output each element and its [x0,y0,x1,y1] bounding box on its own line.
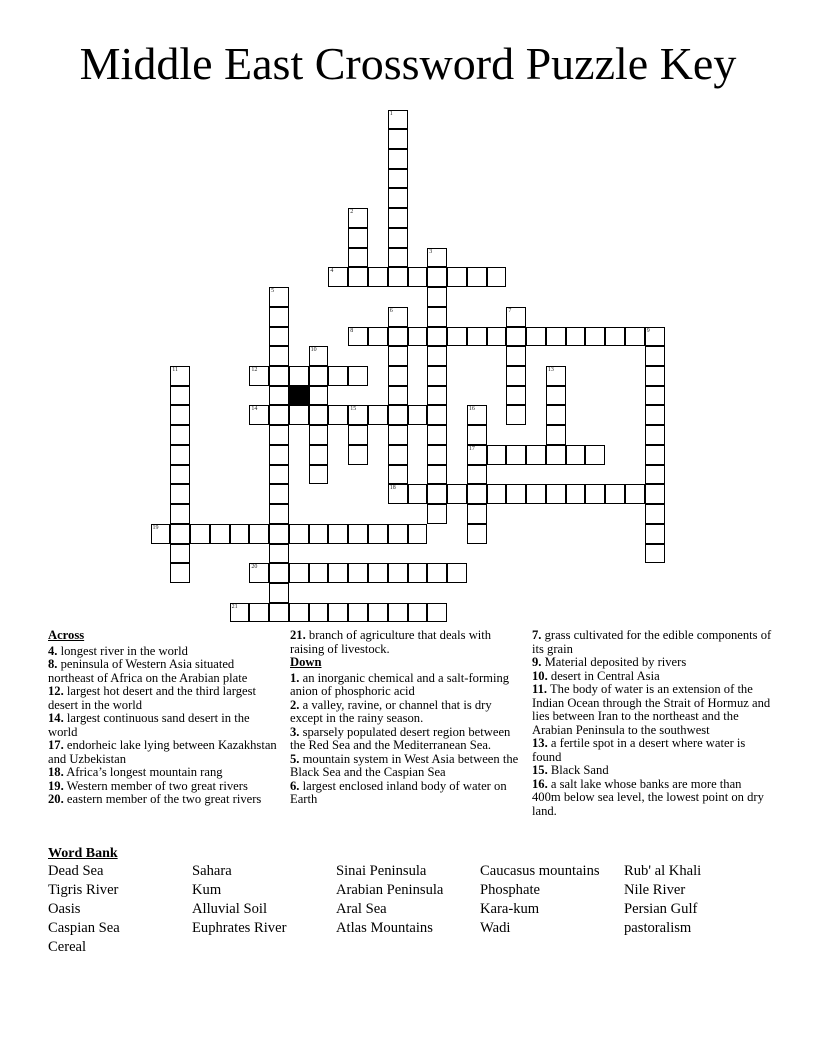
grid-cell[interactable] [328,405,348,425]
clues-column-1 [48,629,280,807]
clue-number: 1 [389,110,393,117]
grid-cell[interactable] [269,307,289,327]
grid-cell[interactable] [368,327,388,347]
grid-cell[interactable] [427,386,447,406]
grid-cell[interactable] [566,484,586,504]
grid-cell[interactable] [408,524,428,544]
grid-cell[interactable] [289,366,309,386]
grid-cell[interactable] [605,484,625,504]
grid-cell[interactable] [427,287,447,307]
grid-cell[interactable] [566,445,586,465]
grid-cell[interactable] [427,425,447,445]
grid-cell[interactable] [269,287,289,307]
grid-cell[interactable] [388,405,408,425]
grid-cell[interactable] [289,524,309,544]
grid-cell[interactable] [408,405,428,425]
grid-cell[interactable] [427,563,447,583]
clue-number: 5 [271,288,275,295]
word-bank-item: Aral Sea [336,901,387,917]
word-bank-item: Rub' al Khali [624,863,702,879]
grid-cell[interactable] [348,267,368,287]
grid-cell[interactable] [585,484,605,504]
grid-cell[interactable] [447,267,467,287]
grid-cell[interactable] [467,327,487,347]
grid-cell[interactable] [190,524,210,544]
grid-cell[interactable] [427,445,447,465]
grid-cell[interactable] [348,208,368,228]
grid-cell[interactable] [645,445,665,465]
across-clue: 20. eastern member of the two great rivers [48,792,262,806]
word-bank-item: Euphrates River [192,920,287,936]
grid-cell[interactable] [368,603,388,623]
grid-cell[interactable] [388,366,408,386]
grid-cell[interactable] [467,405,487,425]
grid-cell[interactable] [487,267,507,287]
grid-cell[interactable] [546,366,566,386]
grid-cell[interactable] [309,386,329,406]
grid-cell[interactable] [506,346,526,366]
down-clue: 16. a salt lake whose banks are more than 400m below sea level, the lowest point on dry land. [532,776,764,818]
grid-cell[interactable] [269,524,289,544]
grid-cell[interactable] [309,465,329,485]
grid-cell[interactable] [526,327,546,347]
down-clue: 15. Black Sand [532,763,609,777]
grid-cell[interactable] [249,524,269,544]
grid-cell[interactable] [249,405,269,425]
across-clue: 17. endorheic lake lying between Kazakhstan and Uzbekistan [48,738,277,766]
grid-cell[interactable] [249,563,269,583]
grid-cell[interactable] [526,445,546,465]
word-bank-item: Caucasus mountains [480,863,600,879]
grid-cell[interactable] [348,405,368,425]
grid-cell[interactable] [526,484,546,504]
grid-cell[interactable] [269,484,289,504]
grid-cell[interactable] [408,327,428,347]
grid-cell[interactable] [289,405,309,425]
word-bank-item: Cereal [48,939,87,955]
grid-cell[interactable] [585,327,605,347]
grid-cell[interactable] [309,563,329,583]
grid-cell[interactable] [467,465,487,485]
word-bank-item: Sahara [192,863,232,879]
grid-cell[interactable] [506,405,526,425]
clue-number: 8 [350,327,354,334]
grid-cell[interactable] [269,465,289,485]
grid-cell[interactable] [447,327,467,347]
grid-cell[interactable] [289,603,309,623]
grid-cell[interactable] [170,425,190,445]
clues-column-3 [532,629,772,818]
grid-cell[interactable] [269,405,289,425]
grid-cell[interactable] [427,327,447,347]
word-bank-item: Kara-kum [480,901,540,917]
word-bank-item: Alluvial Soil [192,901,267,917]
grid-cell[interactable] [170,405,190,425]
grid-cell[interactable] [309,405,329,425]
grid-cell[interactable] [645,405,665,425]
grid-cell[interactable] [328,603,348,623]
clue-number: 14 [251,406,258,413]
word-bank-heading: Word Bank [48,846,118,861]
grid-cell[interactable] [408,484,428,504]
down-clue: 5. mountain system in West Asia between the Black Sea and the Caspian Sea [290,751,519,779]
grid-cell[interactable] [388,465,408,485]
grid-cell[interactable] [645,524,665,544]
grid-cell[interactable] [605,327,625,347]
grid-cell[interactable] [487,484,507,504]
grid-cell[interactable] [348,228,368,248]
clue-number: 10 [310,347,317,354]
clue-number: 11 [172,366,179,373]
across-clue: 21. branch of agriculture that deals with raising of livestock. [290,628,492,656]
grid-cell[interactable] [368,405,388,425]
grid-cell[interactable] [388,267,408,287]
grid-cell[interactable] [348,603,368,623]
grid-cell[interactable] [388,346,408,366]
grid-cell[interactable] [467,524,487,544]
grid-cell[interactable] [289,563,309,583]
grid-cell[interactable] [427,366,447,386]
grid-cell[interactable] [170,544,190,564]
grid-cell[interactable] [427,504,447,524]
grid-cell[interactable] [309,524,329,544]
grid-cell[interactable] [230,603,250,623]
grid-cell[interactable] [427,484,447,504]
grid-cell[interactable] [546,425,566,445]
clue-number: 18 [389,485,396,492]
word-bank-item: Atlas Mountains [336,920,433,936]
across-clue: 14. largest continuous sand desert in the world [48,711,250,739]
grid-cell[interactable] [348,248,368,268]
grid-cell[interactable] [427,267,447,287]
grid-cell[interactable] [388,110,408,130]
clue-number: 15 [350,406,357,413]
grid-cell[interactable] [348,425,368,445]
grid-cell[interactable] [506,307,526,327]
clue-number: 21 [231,603,238,610]
down-clue: 2. a valley, ravine, or channel that is dry except in the rainy season. [290,697,492,725]
grid-cell[interactable] [427,465,447,485]
grid-cell[interactable] [625,484,645,504]
grid-cell[interactable] [170,484,190,504]
word-bank-item: Nile River [624,882,686,898]
across-clue: 18. Africa’s longest mountain rang [48,765,223,779]
grid-cell[interactable] [447,484,467,504]
grid-cell[interactable] [170,445,190,465]
grid-cell[interactable] [408,563,428,583]
black-cell [289,386,309,406]
grid-cell[interactable] [269,366,289,386]
clue-number: 4 [330,268,334,275]
clue-number: 20 [251,564,258,571]
clues-column-2 [290,629,522,807]
grid-cell[interactable] [467,445,487,465]
grid-cell[interactable] [269,425,289,445]
grid-cell[interactable] [368,524,388,544]
grid-cell[interactable] [170,563,190,583]
grid-cell[interactable] [170,524,190,544]
clue-number: 2 [350,209,354,216]
grid-cell[interactable] [546,484,566,504]
across-heading: Across [48,628,85,642]
grid-cell[interactable] [487,327,507,347]
grid-cell[interactable] [309,445,329,465]
grid-cell[interactable] [348,563,368,583]
grid-cell[interactable] [645,484,665,504]
grid-cell[interactable] [645,386,665,406]
clue-number: 7 [508,307,512,314]
grid-cell[interactable] [309,425,329,445]
grid-cell[interactable] [269,583,289,603]
grid-cell[interactable] [348,366,368,386]
clue-number: 9 [646,327,650,334]
down-clue: 10. desert in Central Asia [532,668,660,683]
grid-cell[interactable] [625,327,645,347]
grid-cell[interactable] [645,544,665,564]
grid-cell[interactable] [506,484,526,504]
word-bank-item: Phosphate [480,882,540,898]
word-bank-item: Caspian Sea [48,920,120,936]
word-bank-item: Kum [192,882,222,898]
grid-cell[interactable] [566,327,586,347]
grid-cell[interactable] [506,366,526,386]
grid-cell[interactable] [151,524,171,544]
grid-cell[interactable] [170,465,190,485]
word-bank-item: Oasis [48,901,81,917]
grid-cell[interactable] [249,366,269,386]
grid-cell[interactable] [388,307,408,327]
down-clue: 13. a fertile spot in a desert where water is found [532,736,746,764]
grid-cell[interactable] [427,603,447,623]
grid-cell[interactable] [269,504,289,524]
word-bank-item: Dead Sea [48,863,104,879]
grid-cell[interactable] [408,603,428,623]
grid-cell[interactable] [645,504,665,524]
grid-cell[interactable] [388,603,408,623]
grid-cell[interactable] [427,307,447,327]
down-clue: 9. Material deposited by rivers [532,655,687,669]
grid-cell[interactable] [388,129,408,149]
grid-cell[interactable] [328,563,348,583]
grid-cell[interactable] [645,327,665,347]
down-clue: 1. an inorganic chemical and a salt-forming anion of phosphoric acid [290,670,510,698]
grid-cell[interactable] [368,563,388,583]
grid-cell[interactable] [388,149,408,169]
grid-cell[interactable] [546,327,566,347]
grid-cell[interactable] [645,465,665,485]
grid-cell[interactable] [645,425,665,445]
grid-cell[interactable] [269,544,289,564]
word-bank-item: Persian Gulf [624,901,698,917]
clue-number: 3 [429,248,433,255]
grid-cell[interactable] [309,603,329,623]
grid-cell[interactable] [269,445,289,465]
down-clue: 3. sparsely populated desert region between the Red Sea and the Mediterranean Sea. [290,724,511,752]
across-clue: 8. peninsula of Western Asia situated northeast of Africa on the Arabian plate [48,657,248,685]
grid-cell[interactable] [388,327,408,347]
grid-cell[interactable] [230,524,250,544]
grid-cell[interactable] [546,386,566,406]
grid-cell[interactable] [447,563,467,583]
grid-cell[interactable] [388,445,408,465]
clue-number: 19 [152,524,159,531]
across-clue: 4. longest river in the world [48,643,188,658]
grid-cell[interactable] [506,386,526,406]
grid-cell[interactable] [388,386,408,406]
grid-cell[interactable] [506,445,526,465]
grid-cell[interactable] [427,346,447,366]
grid-cell[interactable] [348,327,368,347]
clue-number: 12 [251,366,258,373]
grid-cell[interactable] [269,327,289,347]
grid-cell[interactable] [467,425,487,445]
grid-cell[interactable] [210,524,230,544]
down-clue: 11. The body of water is an extension of the Indian Ocean through the Strait of Hormuz and lies between Iran to the northeast and the Arabian Peninsula to the southwest [532,682,771,737]
grid-cell[interactable] [328,366,348,386]
grid-cell[interactable] [546,405,566,425]
grid-cell[interactable] [388,228,408,248]
grid-cell[interactable] [388,248,408,268]
grid-cell[interactable] [506,327,526,347]
grid-cell[interactable] [388,425,408,445]
grid-cell[interactable] [328,267,348,287]
grid-cell[interactable] [388,563,408,583]
grid-cell[interactable] [427,248,447,268]
grid-cell[interactable] [427,405,447,425]
down-clue: 7. grass cultivated for the edible components of its grain [532,628,772,656]
grid-cell[interactable] [388,208,408,228]
grid-cell[interactable] [249,603,269,623]
grid-cell[interactable] [388,169,408,189]
grid-cell[interactable] [368,267,388,287]
down-clue: 6. largest enclosed inland body of water on Earth [290,778,507,806]
across-clue: 12. largest hot desert and the third largest desert in the world [48,684,256,712]
grid-cell[interactable] [546,445,566,465]
grid-cell[interactable] [269,563,289,583]
clue-number: 16 [468,406,475,413]
word-bank-item: Sinai Peninsula [336,863,427,879]
grid-cell[interactable] [309,346,329,366]
grid-cell[interactable] [269,386,289,406]
word-bank-item: Arabian Peninsula [336,882,444,898]
grid-cell[interactable] [170,504,190,524]
grid-cell[interactable] [269,603,289,623]
clue-number: 17 [468,445,475,452]
word-bank-item: Tigris River [48,882,119,898]
grid-cell[interactable] [348,445,368,465]
word-bank-item: Wadi [480,920,511,936]
grid-cell[interactable] [170,386,190,406]
across-clue-list [48,645,280,807]
grid-cell[interactable] [328,524,348,544]
grid-cell[interactable] [585,445,605,465]
page-title: Middle East Crossword Puzzle Key [79,38,737,89]
grid-cell[interactable] [467,504,487,524]
grid-cell[interactable] [388,188,408,208]
across-clue: 19. Western member of two great rivers [48,778,248,793]
grid-cell[interactable] [170,366,190,386]
grid-cell[interactable] [309,366,329,386]
grid-cell[interactable] [348,524,368,544]
clue-number: 6 [389,307,393,314]
grid-cell[interactable] [645,346,665,366]
grid-cell[interactable] [487,445,507,465]
grid-cell[interactable] [467,267,487,287]
grid-cell[interactable] [467,484,487,504]
down-heading: Down [290,655,322,669]
grid-cell[interactable] [388,524,408,544]
clue-number: 13 [547,366,554,373]
grid-cell[interactable] [645,366,665,386]
grid-cell[interactable] [408,267,428,287]
grid-cell[interactable] [269,346,289,366]
grid-cell[interactable] [388,484,408,504]
word-bank-item: pastoralism [624,920,692,936]
